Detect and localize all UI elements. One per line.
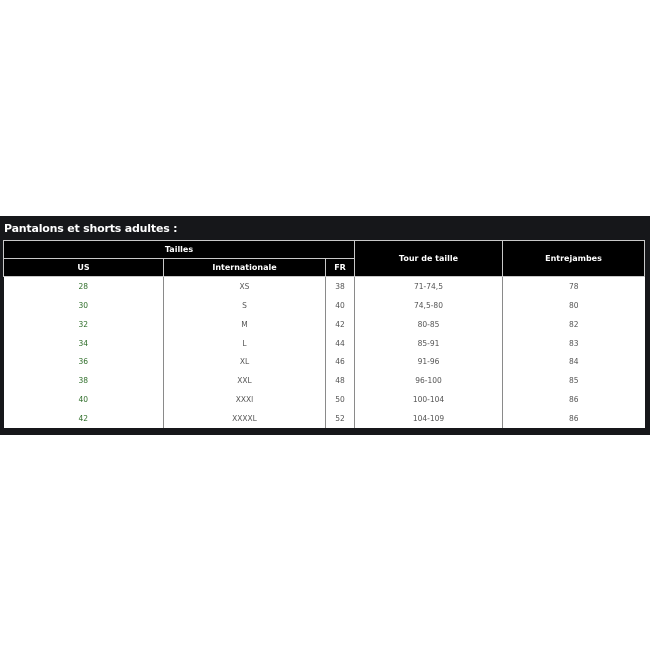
cell-international: XL [164, 352, 326, 371]
cell-international: S [164, 296, 326, 315]
cell-entrejambes: 78 [503, 277, 645, 296]
cell-entrejambes: 83 [503, 334, 645, 353]
cell-fr: 38 [326, 277, 355, 296]
cell-tour-de-taille: 80-85 [355, 315, 503, 334]
cell-international: XS [164, 277, 326, 296]
table-row [4, 334, 645, 353]
cell-us: 36 [4, 352, 164, 371]
chart-title: Pantalons et shorts adultes : [4, 222, 178, 235]
cell-us: 42 [4, 409, 164, 428]
header-tour-de-taille: Tour de taille [355, 241, 503, 277]
cell-us: 40 [4, 390, 164, 409]
table-row [4, 390, 645, 409]
size-table [3, 240, 645, 428]
cell-us: 30 [4, 296, 164, 315]
table-row [4, 315, 645, 334]
cell-tour-de-taille: 104-109 [355, 409, 503, 428]
cell-entrejambes: 86 [503, 390, 645, 409]
cell-fr: 44 [326, 334, 355, 353]
cell-us: 34 [4, 334, 164, 353]
cell-entrejambes: 86 [503, 409, 645, 428]
table-row [4, 409, 645, 428]
cell-international: L [164, 334, 326, 353]
cell-international: M [164, 315, 326, 334]
size-table-body [4, 277, 645, 429]
header-entrejambes: Entrejambes [503, 241, 645, 277]
size-chart-panel [0, 216, 650, 435]
cell-fr: 42 [326, 315, 355, 334]
cell-tour-de-taille: 96-100 [355, 371, 503, 390]
table-row [4, 352, 645, 371]
cell-entrejambes: 84 [503, 352, 645, 371]
header-us: US [4, 259, 164, 277]
cell-tour-de-taille: 74,5-80 [355, 296, 503, 315]
cell-entrejambes: 85 [503, 371, 645, 390]
cell-international: XXXXL [164, 409, 326, 428]
table-row [4, 277, 645, 296]
cell-fr: 40 [326, 296, 355, 315]
cell-international: XXXl [164, 390, 326, 409]
cell-tour-de-taille: 85-91 [355, 334, 503, 353]
cell-us: 32 [4, 315, 164, 334]
cell-international: XXL [164, 371, 326, 390]
cell-tour-de-taille: 71-74,5 [355, 277, 503, 296]
cell-us: 38 [4, 371, 164, 390]
cell-fr: 46 [326, 352, 355, 371]
cell-tour-de-taille: 91-96 [355, 352, 503, 371]
header-internationale: Internationale [164, 259, 326, 277]
cell-fr: 48 [326, 371, 355, 390]
cell-entrejambes: 80 [503, 296, 645, 315]
cell-us: 28 [4, 277, 164, 296]
header-fr: FR [326, 259, 355, 277]
header-tailles: Tailles [4, 241, 355, 259]
cell-fr: 52 [326, 409, 355, 428]
table-row [4, 371, 645, 390]
table-row [4, 296, 645, 315]
cell-entrejambes: 82 [503, 315, 645, 334]
cell-fr: 50 [326, 390, 355, 409]
cell-tour-de-taille: 100-104 [355, 390, 503, 409]
